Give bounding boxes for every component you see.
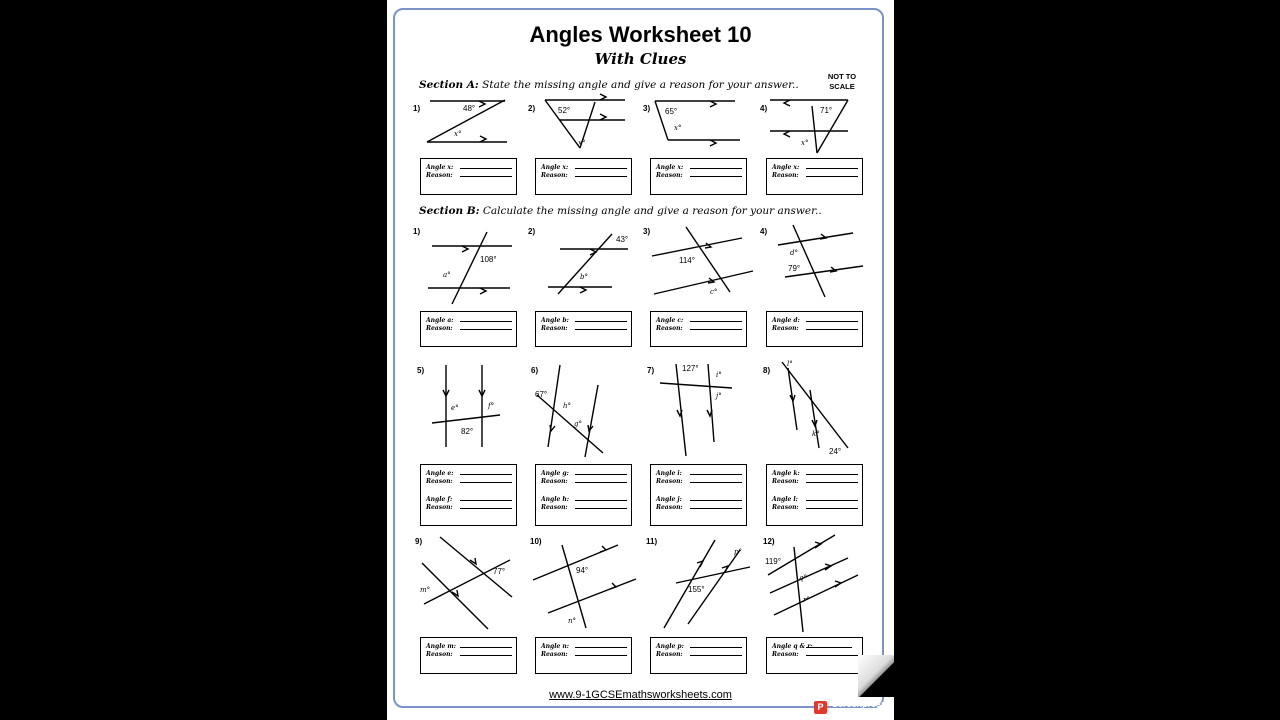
b8-label-k: k° <box>812 430 820 438</box>
answer-label: Angle j: <box>656 496 682 503</box>
a4-label-71: 71° <box>820 106 833 115</box>
a2-label-x: x° <box>578 139 586 147</box>
reason-label: Reason: <box>772 504 799 511</box>
answer-label: Angle p: <box>656 643 684 650</box>
b7-number: 7) <box>647 366 655 375</box>
watermark-line1: Screenpresso <box>832 699 892 709</box>
section-a-instruction: State the missing angle and give a reason for your answer.. <box>482 79 799 91</box>
answer-label: Angle i: <box>656 470 682 477</box>
answer-box-b9[interactable] <box>420 637 517 674</box>
reason-label: Reason: <box>772 651 799 658</box>
answer-label: Angle x: <box>541 164 569 171</box>
page-curl <box>858 655 894 697</box>
reason-label: Reason: <box>656 325 683 332</box>
b1-label-108: 108° <box>480 255 497 264</box>
answer-label: Angle m: <box>426 643 456 650</box>
reason-label: Reason: <box>541 172 568 179</box>
b6-label-67: 67° <box>535 390 548 399</box>
b8-label-24: 24° <box>829 447 842 456</box>
b5-label-82: 82° <box>461 427 474 436</box>
b2-number: 2) <box>528 227 536 236</box>
b4-label-d: d° <box>790 249 798 257</box>
section-b-label: Section B: <box>419 205 480 217</box>
reason-label: Reason: <box>426 478 453 485</box>
diagram-b3 <box>652 227 753 294</box>
watermark-text <box>832 699 892 719</box>
b7-label-127: 127° <box>682 364 699 373</box>
screenpresso-icon: P <box>814 701 827 714</box>
b7-label-j: j° <box>716 392 722 400</box>
a1-label-x: x° <box>454 130 462 138</box>
b12-label-r: r° <box>803 596 810 604</box>
a1-number: 1) <box>413 104 421 113</box>
b8-label-l: l° <box>787 360 793 368</box>
answer-box-b7[interactable] <box>650 464 747 526</box>
answer-label: Angle x: <box>772 164 800 171</box>
worksheet-title: Angles Worksheet 10 <box>529 22 752 47</box>
answer-box-a3[interactable] <box>650 158 747 195</box>
answer-box-b1[interactable] <box>420 311 517 347</box>
answer-label: Angle l: <box>772 496 798 503</box>
answer-label: Angle g: <box>541 470 569 477</box>
b3-label-c: c° <box>710 288 718 296</box>
b12-number: 12) <box>763 537 775 546</box>
a4-label-x: x° <box>801 139 809 147</box>
b10-label-n: n° <box>568 617 577 625</box>
answer-label: Angle x: <box>656 164 684 171</box>
reason-label: Reason: <box>656 504 683 511</box>
answer-box-b5[interactable] <box>420 464 517 526</box>
answer-label: Angle e: <box>426 470 454 477</box>
diagram-a4 <box>770 100 848 153</box>
answer-label: Angle b: <box>541 317 569 324</box>
b6-label-g: g° <box>574 420 582 428</box>
b4-label-79: 79° <box>788 264 801 273</box>
answer-box-b8[interactable] <box>766 464 863 526</box>
reason-label: Reason: <box>541 651 568 658</box>
reason-label: Reason: <box>772 478 799 485</box>
b5-label-f: f° <box>488 402 495 410</box>
screenpresso-watermark <box>806 697 894 719</box>
answer-box-b11[interactable] <box>650 637 747 674</box>
b2-label-b: b° <box>580 273 588 281</box>
diagram-b10 <box>533 545 636 628</box>
b8-number: 8) <box>763 366 771 375</box>
b9-label-m: m° <box>420 586 431 594</box>
worksheet-subtitle: With Clues <box>594 50 687 68</box>
diagram-b6 <box>537 365 603 457</box>
b1-number: 1) <box>413 227 421 236</box>
reason-label: Reason: <box>541 325 568 332</box>
a2-label-52: 52° <box>558 106 571 115</box>
a1-label-48: 48° <box>463 104 476 113</box>
answer-label: Angle x: <box>426 164 454 171</box>
answer-box-a2[interactable] <box>535 158 632 195</box>
reason-label: Reason: <box>426 325 453 332</box>
b9-label-77: 77° <box>493 567 506 576</box>
answer-box-b6[interactable] <box>535 464 632 526</box>
answer-box-b12[interactable] <box>766 637 863 674</box>
b9-number: 9) <box>415 537 423 546</box>
b1-label-a: a° <box>443 271 451 279</box>
reason-label: Reason: <box>656 651 683 658</box>
b5-label-e: e° <box>451 404 459 412</box>
b3-label-114: 114° <box>679 256 695 265</box>
answer-box-b3[interactable] <box>650 311 747 347</box>
reason-label: Reason: <box>772 172 799 179</box>
answer-box-a1[interactable] <box>420 158 517 195</box>
b3-number: 3) <box>643 227 651 236</box>
b4-number: 4) <box>760 227 768 236</box>
b10-label-94: 94° <box>576 566 589 575</box>
diagram-b12 <box>768 535 858 632</box>
answer-label: Angle f: <box>426 496 453 503</box>
answer-box-a4[interactable] <box>766 158 863 195</box>
answer-label: Angle d: <box>772 317 800 324</box>
b11-label-p: p° <box>734 548 742 556</box>
answer-box-b2[interactable] <box>535 311 632 347</box>
watermark-line2: .com <box>876 710 892 717</box>
b12-label-q: q° <box>799 574 807 582</box>
answer-label: Angle c: <box>656 317 684 324</box>
section-b-instruction: Calculate the missing angle and give a reason for your answer.. <box>482 205 822 217</box>
answer-label: Angle k: <box>772 470 800 477</box>
answer-label: Angle q & r: <box>772 643 813 650</box>
b11-number: 11) <box>646 537 658 546</box>
answer-label: Angle n: <box>541 643 569 650</box>
reason-label: Reason: <box>426 504 453 511</box>
answer-box-b4[interactable] <box>766 311 863 347</box>
a3-label-65: 65° <box>665 107 678 116</box>
diagram-b1 <box>428 232 512 304</box>
b2-label-43: 43° <box>616 235 629 244</box>
answer-label: Angle h: <box>541 496 569 503</box>
reason-label: Reason: <box>541 504 568 511</box>
b10-number: 10) <box>530 537 542 546</box>
reason-label: Reason: <box>426 172 453 179</box>
answer-box-b10[interactable] <box>535 637 632 674</box>
reason-label: Reason: <box>772 325 799 332</box>
answer-label: Angle a: <box>426 317 454 324</box>
b5-number: 5) <box>417 366 425 375</box>
section-a-label: Section A: <box>419 79 479 91</box>
reason-label: Reason: <box>426 651 453 658</box>
a4-number: 4) <box>760 104 768 113</box>
footer-link[interactable]: www.9-1GCSEmathsworksheets.com <box>549 689 732 701</box>
b6-label-h: h° <box>563 402 572 410</box>
reason-label: Reason: <box>656 172 683 179</box>
diagram-b9 <box>422 537 512 629</box>
b7-label-i: i° <box>716 371 722 379</box>
b6-number: 6) <box>531 366 539 375</box>
reason-label: Reason: <box>541 478 568 485</box>
reason-label: Reason: <box>656 478 683 485</box>
a2-number: 2) <box>528 104 536 113</box>
a3-number: 3) <box>643 104 651 113</box>
not-to-scale-note: NOT TO SCALE <box>827 72 857 91</box>
diagram-b4 <box>778 225 863 297</box>
a3-label-x: x° <box>674 124 682 132</box>
b11-label-155: 155° <box>688 585 705 594</box>
b12-label-119: 119° <box>765 557 781 566</box>
